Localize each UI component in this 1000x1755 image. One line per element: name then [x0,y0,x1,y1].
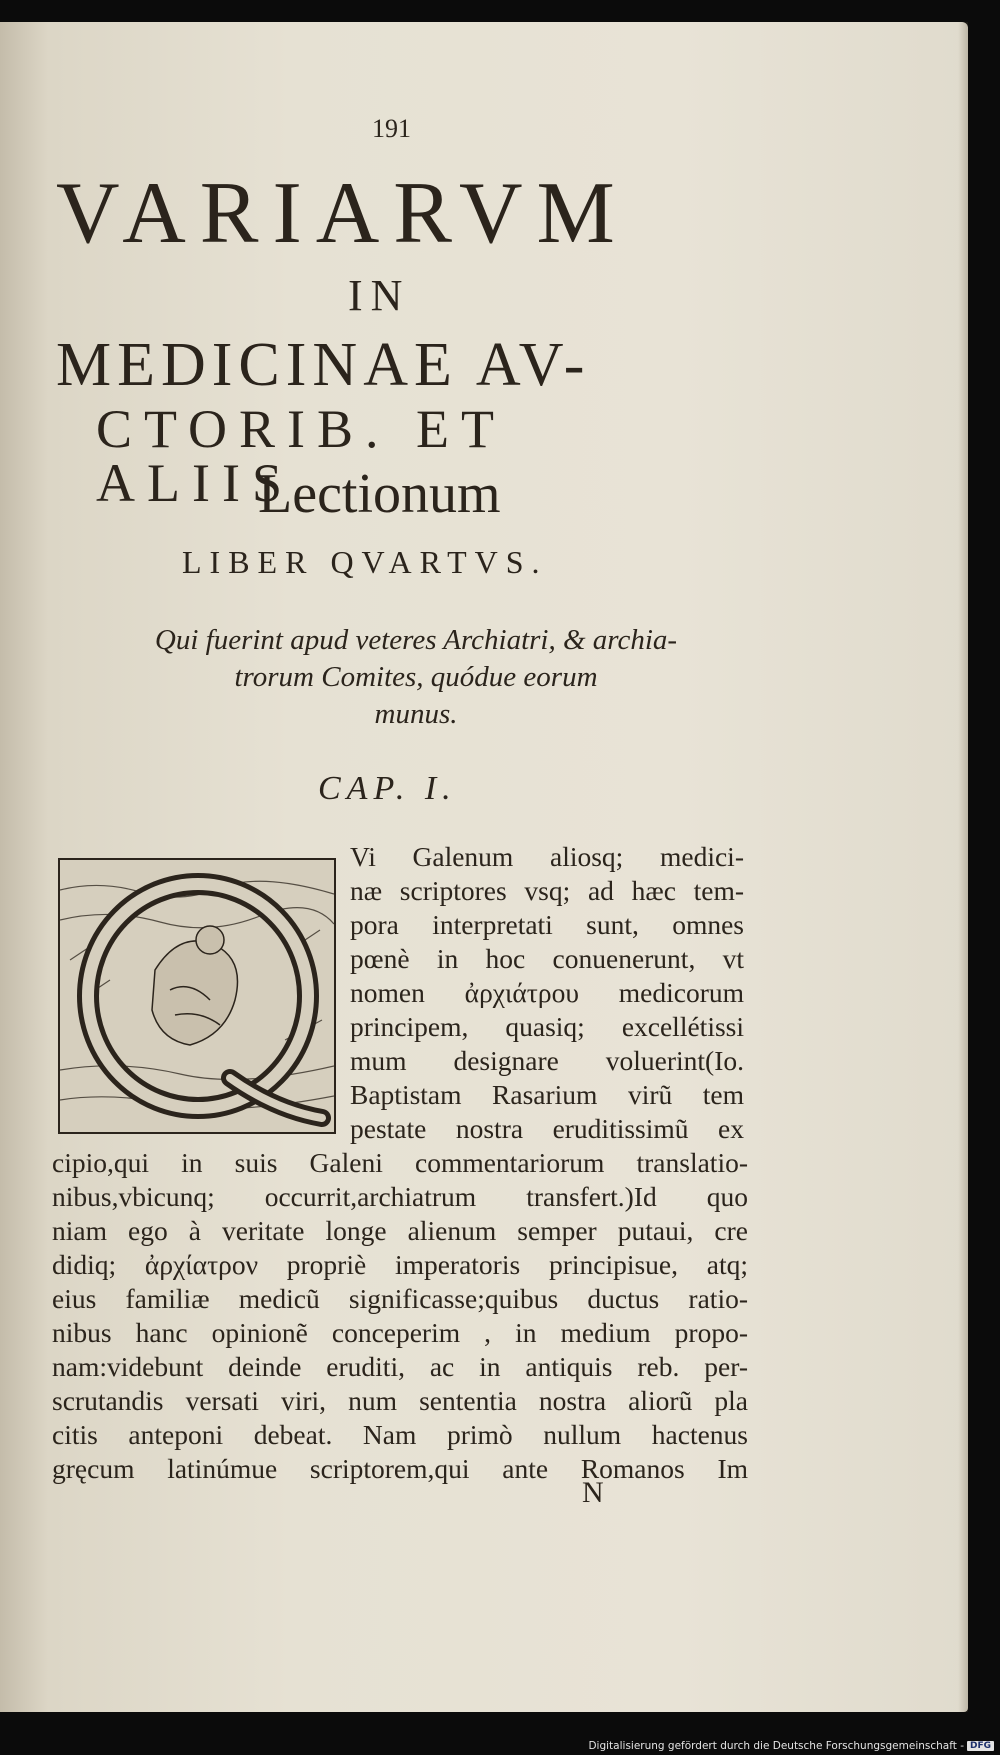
catchword: N [582,1476,604,1509]
body-line: principem, quasiq; excellétissi [350,1011,744,1042]
title-line-1: VARIARVM [56,165,629,262]
body-line: nibus,vbicunq; occurrit,archiatrum transfert.)Id quo [52,1181,748,1212]
rubric-line: munus. [374,698,458,730]
body-line: nam:videbunt deinde eruditi, ac in antiquis reb. per- [52,1351,748,1382]
chapter-rubric [96,622,736,733]
woodcut-illustration [60,860,334,1132]
body-text-wide [52,1146,748,1486]
rubric-line: Qui fuerint apud veteres Archiatri, & archia- [154,624,678,656]
body-line: didiq; ἀρχίατρον propriè imperatoris principisue, atq; [52,1249,748,1280]
body-line: gręcum latinúmue scriptorem,qui ante Romanos Im [52,1453,748,1484]
body-line: mum designare voluerint(Io. [350,1045,744,1076]
body-line: eius familiæ medicũ significasse;quibus ductus ratio- [52,1283,748,1314]
body-line: scrutandis versati viri, num sententia nostra aliorũ pla [52,1385,748,1416]
book-page [0,22,968,1712]
title-line-3: MEDICINAE AV- [56,331,591,399]
body-line: næ scriptores vsq; ad hæc tem- [350,875,744,906]
body-text-narrow [350,840,744,1146]
title-line-4: CTORIB. ET ALIIS [96,399,506,513]
chapter-heading: CAP. I. [318,770,457,807]
body-line: cipio,qui in suis Galeni commentariorum translatio- [52,1147,748,1178]
body-line: nibus hanc opinionẽ conceperim , in medium propo- [52,1317,748,1348]
book-label: LIBER QVARTVS. [182,544,548,580]
digitization-credit [588,1740,994,1752]
body-line: Vi Galenum aliosq; medici- [350,841,744,872]
credit-text: Digitalisierung gefördert durch die Deutsche Forschungsgemeinschaft - [588,1740,964,1752]
decorated-initial [58,858,336,1134]
body-line: niam ego à veritate longe alienum semper putaui, cre [52,1215,748,1246]
body-line: citis anteponi debeat. Nam primò nullum hactenus [52,1419,748,1450]
body-line: pora interpretati sunt, omnes [350,909,744,940]
title-line-2: IN [348,271,411,320]
body-line: Baptistam Rasarium virũ tem [350,1079,744,1110]
body-line: nomen ἀρχιάτρου medicorum [350,977,744,1008]
page-number: 191 [372,114,411,143]
body-line: pestate nostra eruditissimũ ex [350,1113,744,1144]
body-line: pœnè in hoc conuenerunt, vt [350,943,744,974]
rubric-line: trorum Comites, quódue eorum [234,661,598,693]
dfg-logo: DFG [967,1741,994,1751]
title-line-5: Lectionum [258,463,501,525]
